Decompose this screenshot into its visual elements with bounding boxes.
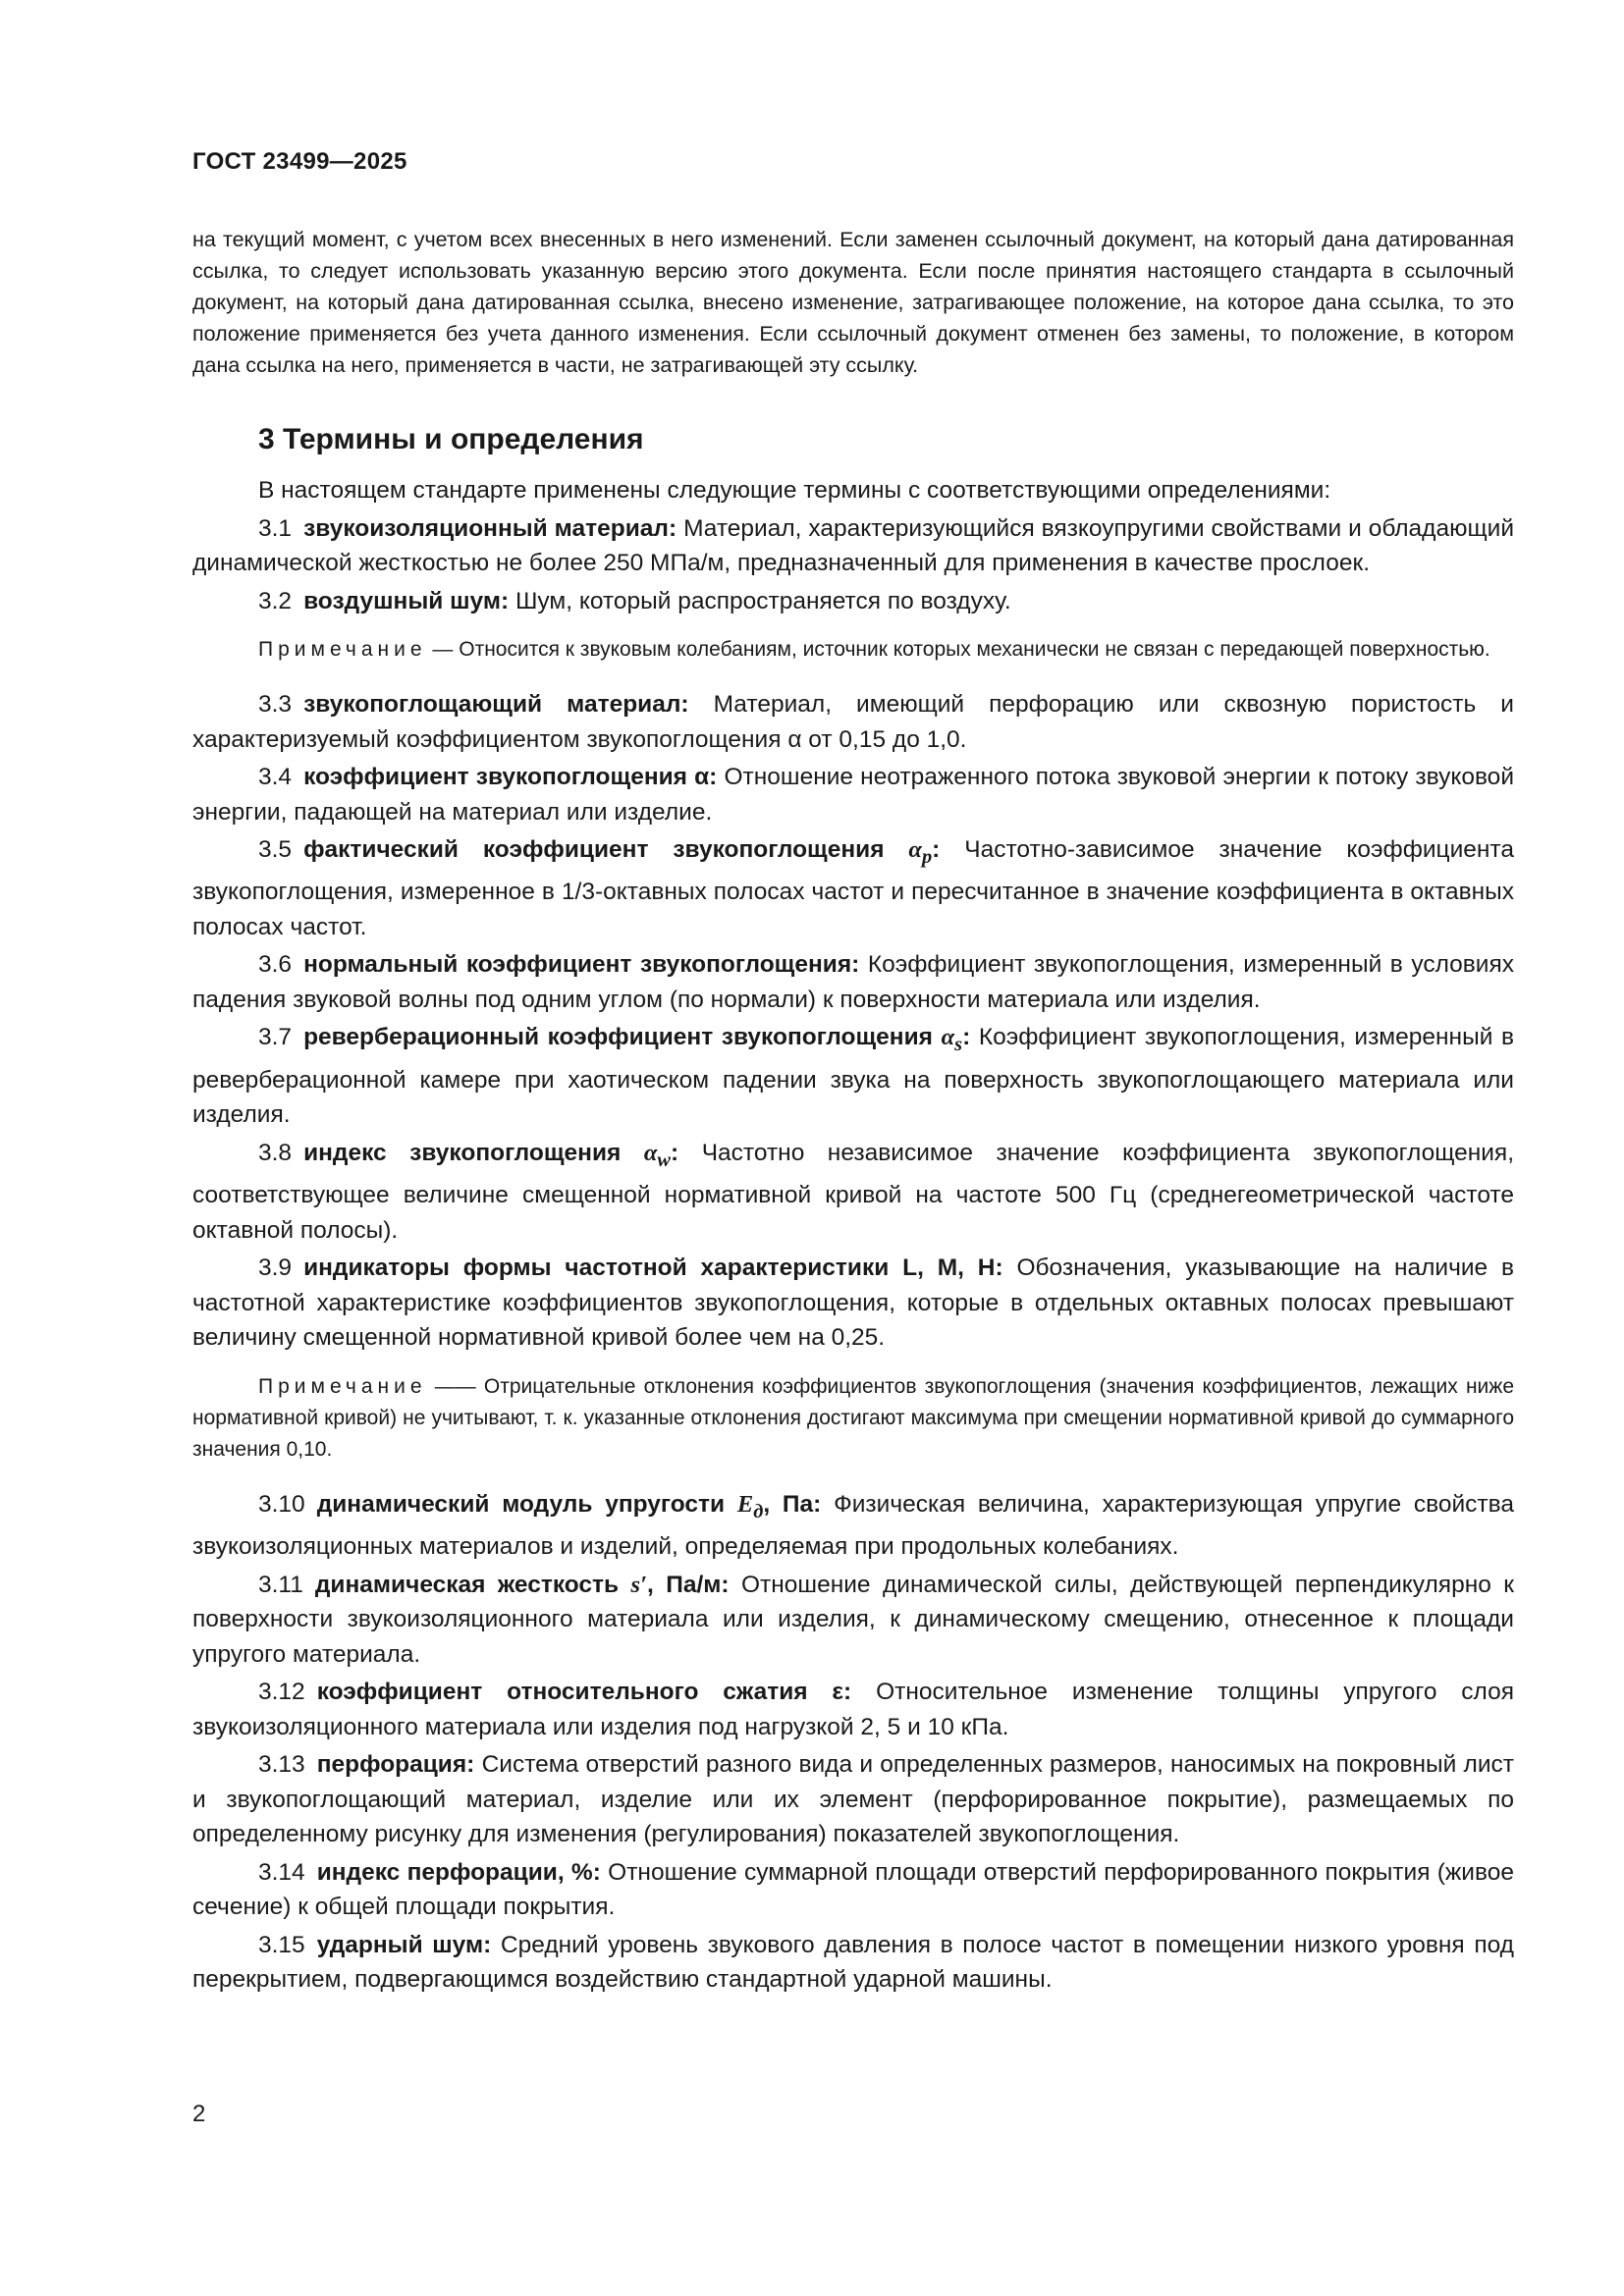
term-entry-3-8	[192, 1136, 1514, 1248]
term-definition: Система отверстий разного вида и определенных размеров, наносимых на покровный лист и звукопоглощающий материал, изделие или их элемент (перфорированное покрытие), размещаемых по определенному рисунку для изменения (регулирования) показателей звукопоглощения.	[192, 1751, 1515, 1848]
term-symbol: α	[908, 836, 922, 863]
term-definition: Материал, характеризующийся вязкоупругими свойствами и обладающий динамической жесткостью не более 250 МПа/м, предназначенный для применения в качестве прослоек.	[192, 514, 1515, 576]
term-entry-3-14	[192, 1855, 1514, 1925]
term-name: фактический коэффициент звукопоглощения	[303, 836, 885, 863]
term-number: 3.8	[258, 1139, 293, 1166]
term-definition: Коэффициент звукопоглощения, измеренный в реверберационной камере при хаотическом падении звука на поверхность звукопоглощающего материала или изделия.	[192, 1024, 1514, 1129]
term-entry-3-7	[192, 1020, 1514, 1132]
term-unit: , Па:	[763, 1490, 822, 1518]
term-number: 3.9	[258, 1255, 293, 1282]
term-name: ударный шум:	[316, 1931, 492, 1958]
term-number: 3.15	[258, 1931, 305, 1958]
term-number: 3.12	[258, 1679, 305, 1706]
term-name: реверберационный коэффициент звукопоглощения	[303, 1024, 933, 1051]
term-definition: Частотно независимое значение коэффициента звукопоглощения, соответствующее величине смещенной нормативной кривой на частоте 500 Гц (среднегеометрической частоте октавной полосы).	[192, 1139, 1514, 1244]
term-definition: Частотно-зависимое значение коэффициента звукопоглощения, измеренное в 1/3-октавных полосах частот и пересчитанное в значение коэффициента в октавных полосах частот.	[192, 836, 1515, 940]
term-entry-3-15	[192, 1928, 1514, 1998]
term-number: 3.2	[258, 587, 293, 614]
term-definition: Отношение динамической силы, действующей перпендикулярно к поверхности звукоизоляционного материала или изделия, к динамическому смещению, отнесенное к площади упругого материала.	[192, 1571, 1514, 1668]
term-symbol: s′	[630, 1571, 647, 1598]
document-code: ГОСТ 23499—2025	[192, 148, 407, 175]
term-entry-3-6	[192, 947, 1514, 1017]
term-entry-3-13	[192, 1747, 1514, 1852]
section-lead: В настоящем стандарте применены следующие термины с соответствующими определениями:	[258, 477, 1331, 504]
intro-paragraph: на текущий момент, с учетом всех внесенных в него изменений. Если заменен ссылочный документ, на который дана датированная ссылка, то следует использовать указанную версию этого документа. Если после принятия настоящего стандарта в ссылочный документ, на который дана датированная ссылка, внесено изменение, затрагивающее положение, на которое дана ссылка, то это положение применяется без учета данного изменения. Если ссылочный документ отменен без замены, то положение, в котором дана ссылка на него, применяется в части, не затрагивающей эту ссылку.	[192, 228, 1514, 377]
term-number: 3.10	[258, 1490, 305, 1518]
term-name: коэффициент звукопоглощения α:	[303, 764, 718, 790]
term-symbol: α	[643, 1139, 658, 1166]
term-definition: Обозначения, указывающие на наличие в частотной характеристике коэффициентов звукопоглощения, которые в отдельных октавных полосах превышают величину смещенной нормативной кривой более чем на 0,25.	[192, 1255, 1514, 1352]
term-definition: Шум, который распространяется по воздуху.	[514, 587, 1011, 614]
note-text: —— Отрицательные отклонения коэффициентов звукопоглощения (значения коэффициентов, лежащих ниже нормативной кривой) не учитывают, т. к. указанные отклонения достигают максимума при смещении нормативной кривой до суммарного значения 0,10.	[192, 1374, 1515, 1461]
term-symbol-subscript: p	[921, 845, 933, 868]
term-definition: Материал, имеющий перфорацию или сквозную пористость и характеризуемый коэффициентом звукопоглощения α от 0,15 до 1,0.	[192, 691, 1514, 753]
term-number: 3.1	[258, 514, 293, 542]
term-number: 3.4	[258, 764, 293, 790]
term-symbol: E	[736, 1490, 754, 1518]
term-name: индекс перфорации, %:	[316, 1858, 601, 1886]
term-colon: :	[962, 1024, 971, 1051]
term-name: коэффициент относительного сжатия ε:	[316, 1679, 852, 1706]
term-entry-3-9	[192, 1251, 1514, 1356]
term-entry-3-3	[192, 687, 1514, 757]
term-name: динамическая жесткость	[314, 1571, 620, 1598]
note-label: Примечание	[258, 638, 427, 661]
term-definition: Относительное изменение толщины упругого слоя звукоизоляционного материала или изделия под нагрузкой 2, 5 и 10 кПа.	[192, 1679, 1514, 1740]
term-name: нормальный коэффициент звукопоглощения:	[303, 951, 860, 979]
term-definition: Физическая величина, характеризующая упругие свойства звукоизоляционных материалов и изделий, определяемая при продольных колебаниях.	[192, 1490, 1515, 1561]
term-name: перфорация:	[316, 1751, 475, 1779]
term-symbol-subscript: д	[753, 1500, 764, 1522]
term-definition: Коэффициент звукопоглощения, измеренный в условиях падения звуковой волны под одним углом (по нормали) к поверхности материала или изделия.	[192, 951, 1514, 1013]
note-label: Примечание	[258, 1374, 427, 1398]
term-entry-3-1	[192, 511, 1514, 581]
term-name: звукопоглощающий материал:	[303, 691, 689, 718]
term-number: 3.11	[258, 1571, 303, 1598]
note-1	[192, 634, 1514, 666]
term-entry-3-11	[192, 1568, 1514, 1673]
section-title: 3 Термины и определения	[258, 423, 644, 455]
term-unit: , Па/м:	[646, 1571, 730, 1598]
term-definition: Отношение неотраженного потока звуковой энергии к потоку звуковой энергии, падающей на материал или изделие.	[192, 764, 1514, 826]
term-name: динамический модуль упругости	[316, 1490, 726, 1518]
term-number: 3.7	[258, 1024, 293, 1051]
term-definition: Средний уровень звукового давления в полосе частот в помещении низкого уровня под перекрытием, подвергающимся воздействию стандартной ударной машины.	[192, 1931, 1514, 1994]
term-colon: :	[671, 1139, 679, 1166]
term-name: звукоизоляционный материал:	[303, 514, 677, 542]
term-entry-3-2	[192, 584, 1514, 619]
term-entry-3-10	[192, 1487, 1514, 1565]
term-name: индекс звукопоглощения	[303, 1139, 622, 1166]
term-number: 3.14	[258, 1858, 305, 1886]
term-entry-3-5	[192, 832, 1514, 944]
term-symbol-subscript: w	[657, 1148, 672, 1171]
term-entry-3-12	[192, 1675, 1514, 1744]
term-number: 3.6	[258, 951, 293, 979]
term-name: воздушный шум:	[303, 587, 510, 614]
term-number: 3.3	[258, 691, 293, 718]
note-2	[192, 1371, 1514, 1466]
page-content	[192, 224, 1514, 2001]
note-text: — Относится к звуковым колебаниям, источник которых механически не связан с передающей поверхностью.	[432, 638, 1490, 661]
term-entry-3-4	[192, 760, 1514, 829]
term-definition: Отношение суммарной площади отверстий перфорированного покрытия (живое сечение) к общей площади покрытия.	[192, 1858, 1514, 1921]
term-number: 3.13	[258, 1751, 305, 1779]
term-symbol: α	[941, 1024, 955, 1051]
term-colon: :	[932, 836, 941, 863]
term-name: индикаторы формы частотной характеристики L, M, H:	[303, 1255, 1003, 1282]
term-symbol-subscript: s	[954, 1034, 963, 1056]
page-number: 2	[192, 2101, 206, 2127]
term-number: 3.5	[258, 836, 293, 863]
